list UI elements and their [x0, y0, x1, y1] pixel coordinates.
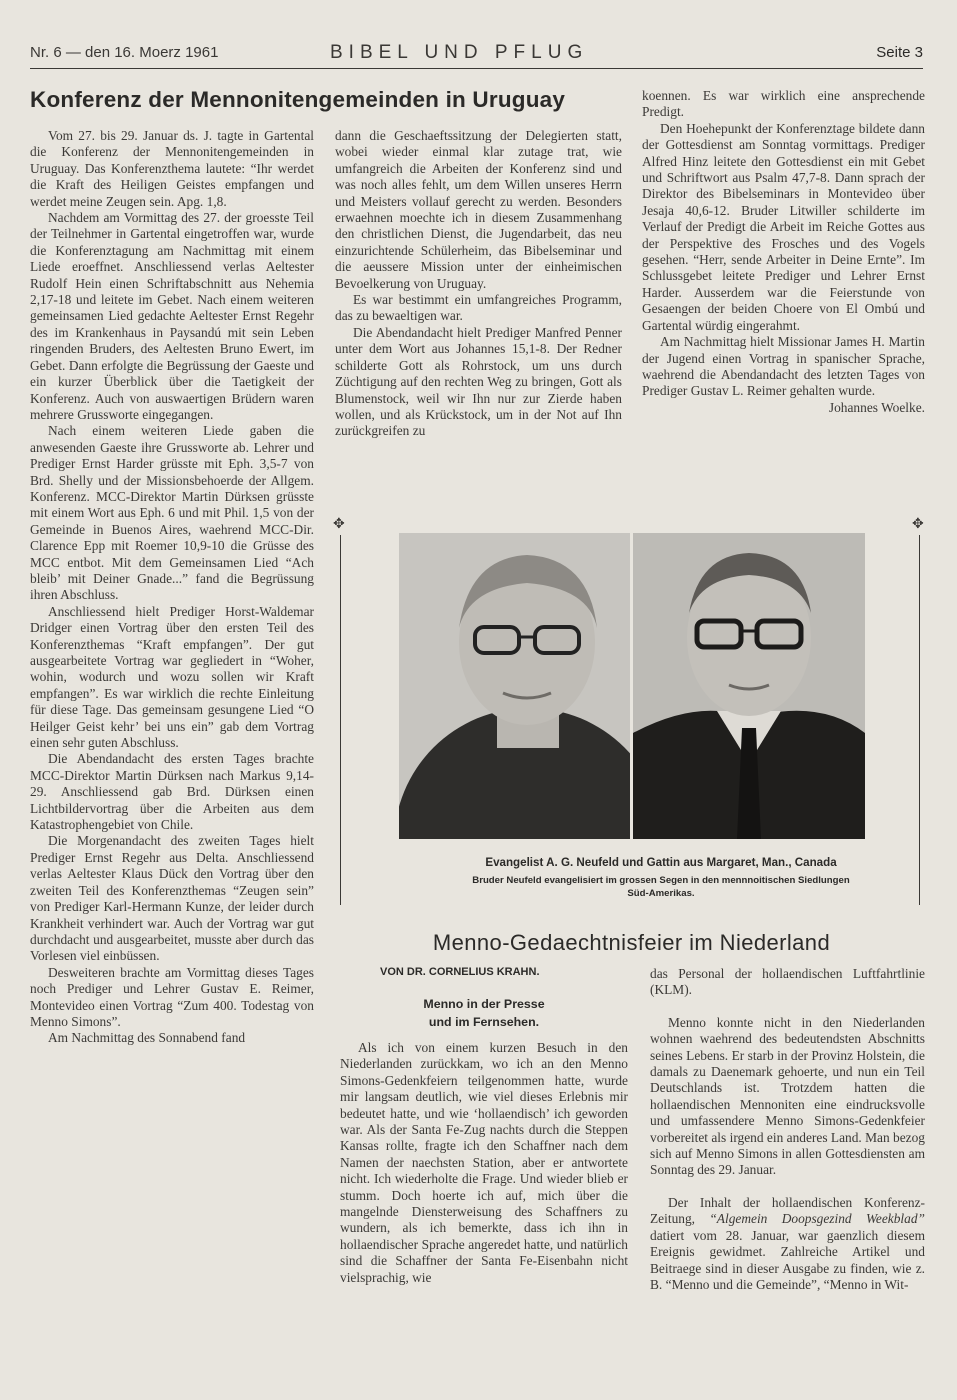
paragraph: Der Inhalt der hollaendischen Konferenz-Zeitung, “Algemein Doopsgezind Weekblad” datiert vom 28. Januar, war gaenzlich diesem Ereignis gewidmet. Zahlreiche Artikel und Beitraege sind in dieser Ausgabe zu finden, wie z. B. “Menno und die Gemeinde”, “Menno in Wit-	[650, 1194, 925, 1292]
paragraph: dann die Geschaeftssitzung der Delegierten statt, wobei wieder einmal klar zutage trat, wie umfangreich die Arbeiten der Konferenz sind und was noch alles fehlt, um dem Willen unseres Herrn und Meisters vollauf gerecht zu werden. Besonders erwaehnen moechte ich in diesem Zusammenhang den christlichen Dienst, die Jugendarbeit, das neu einzurichtende Schülerheim, das Bibelseminar und die aeussere Mission unter der einheimischen Bevoelkerung von Uruguay.	[335, 128, 622, 291]
photo-subcaption: Bruder Neufeld evangelisiert im grossen Segen in den mennnoitischen Siedlungen Süd-Amerikas.	[472, 875, 850, 899]
article-title: Konferenz der Mennonitengemeinden in Uruguay	[30, 87, 566, 112]
paragraph: koennen. Es war wirklich eine ansprechende Predigt.	[642, 88, 925, 120]
paragraph: Am Nachmittag des Sonnabend fand	[48, 1030, 246, 1046]
article2-column-right	[650, 966, 925, 1293]
box-rule-right	[919, 535, 920, 905]
article-column-1	[30, 128, 314, 1047]
box-rule-left	[340, 535, 341, 905]
fleuron-icon: ✥	[333, 517, 345, 532]
paragraph: Den Hoehepunkt der Konferenztage bildete dann der Gottesdienst am Sonntag vormittags. Prediger Alfred Hinz leitete den Gottesdienst ein mit Gebet und Schriftwort aus Psalm 47,7-8. Dann sprach der Direktor des Bibelseminars in Montevideo über Jesaja 40,6-12. Bruder Litwiller schilderte im Verlauf der Predigt die Arbeit im Reiche Gottes aus der Perspektive des Frosches und des Vogels gesehen. “Herr, sende Arbeiter in Deine Ernte”. Im Schlussgebet leitete Prediger und Lehrer Ernst Harder. Ausserdem war die Feierstunde von Gesaengen der beiden Choere von El Ombú und Gartental würdig eingerahmt.	[642, 120, 925, 333]
subheading: Menno in der Presse und im Fernsehen.	[423, 997, 545, 1029]
byline: VON DR. CORNELIUS KRAHN.	[380, 966, 540, 978]
paragraph: Menno konnte nicht in den Niederlanden wohnen waehrend des bedeutendsten Abschnitts seines Lebens. Er starb in der Provinz Holstein, die damals zu Daenemark gehoerte, und nun ein Teil Deutschlands ist. Trotzdem hatten die hollaendischen Mennoniten eine eindrucksvolle und umfassendere Menno Simons-Gedenkfeier vorbereitet als irgend ein anderes Land. Man bezog sich auf Menno Simons in allen Gottesdiensten am Sonntag des 29. Januar.	[650, 1014, 925, 1178]
article-column-2	[335, 128, 622, 440]
paragraph: Vom 27. bis 29. Januar ds. J. tagte in Gartental die Konferenz der Mennonitengemeinden in Uruguay. Das Konferenzthema lautete: “Ihr werdet die Kraft des Heiligen Geistes empfangen und werdet meine Zeugen sein. Apg. 1,8.	[30, 128, 314, 209]
page-number: Seite 3	[876, 44, 923, 61]
portrait-photo	[399, 533, 865, 839]
photo-divider	[630, 533, 633, 839]
article2-column-left	[340, 1040, 628, 1286]
paragraph: Es war bestimmt ein umfangreiches Programm, das zu bewaeltigen war.	[335, 292, 622, 324]
paragraph: Nachdem am Vormittag des 27. der groesste Teil der Teilnehmer in Gartental eingetroffen war, wurde die Konferenztagung am Nachmittag mit einem Liede eroeffnet. Anschliessend verlas Aeltester Rudolf Hein einen Schriftabschnitt aus Nehemia 2,17-18 und leitete im Gebet. Nach einem weiteren gemeinsamen Lied gedachte Aeltester Ernst Regehr des im Krankenhaus in Paysandú mit sein Leben ringenden Bruders, des Aeltesten Bruno Ewert, im Gebet. Dann erfolgte die Begrüssung der Gaeste und ein kurzer Überblick über die Taetigkeit der Konferenz. Auch von auswaertigen Brüdern waren mehrere Grussworte eingegangen.	[30, 210, 314, 422]
paragraph: das Personal der hollaendischen Luftfahrtlinie (KLM).	[650, 966, 925, 998]
paragraph: Am Nachmittag hielt Missionar James H. Martin der Jugend einen Vortrag in spanischer Sprache, waehrend die Abendandacht des letzten Tages von Prediger Gustav L. Reimer gehalten wurde.	[642, 334, 925, 399]
issue-date: Nr. 6 — den 16. Moerz 1961	[30, 44, 219, 61]
author-signature: Johannes Woelke.	[828, 399, 925, 415]
paragraph: Anschliessend hielt Prediger Horst-Waldemar Dridger einen Vortrag über den ersten Teil des Konferenzthemas “Kraft empfangen”. Der gut ausgearbeitete Vortrag war gegliedert in “Woher, wohin, wodurch und wozu sollen wir Kraft empfangen”. Es war wirklich die rechte Einleitung für diese Tage. Das gemeinsam gesungene Lied “O Heilger Geist kehr’ bei uns ein” gab dem Vortrag einen sehr guten Abschluss.	[30, 603, 314, 751]
paragraph: Desweiteren brachte am Vormittag dieses Tages noch Prediger und Lehrer Gustav E. Reimer, Montevideo einen Vortrag “Zum 400. Todestag von Menno Simons”.	[30, 964, 314, 1029]
paragraph: Als ich von einem kurzen Besuch in den Niederlanden zurückkam, wo ich an den Menno Simons-Gedenkfeiern teilgenommen hatte, wurde mir langsam deutlich, wie viel dieses Erlebnis mir bedeutet hatte, und wie ‘hollaendisch’ ich geworden war. Als der Santa Fe-Zug nachts durch die Steppen Kansas rollte, fragte ich den Schaffner nach dem Namen der naechsten Station, aber er antwortete nicht. Ich wiederholte die Frage. Und wieder blieb er stumm. Doch hoerte ich auf, mich über die mangelnde Diensterweisung des Schaffners zu wundern, als ich bemerkte, dass ich ihn in hollaendischer Sprache angeredet hatte, und natürlich sind die Schaffner der Santa Fe-Eisenbahn nicht vielsprachig, wie	[340, 1040, 628, 1285]
page-header	[30, 40, 923, 69]
paragraph: Die Morgenandacht des zweiten Tages hielt Prediger Ernst Regehr aus Delta. Anschliessend verlas Aeltester Klaus Dück den Vortrag über den zweiten Teil des Konferenzthemas “Zeugen sein” von Prediger Karl-Hermann Kunze, der leider durch Krankheit verhindert war. Auch der Vortrag war gut durchdacht und ausgearbeitet, musste aber durch das Vorlesen viel einbüssen.	[30, 833, 314, 964]
article-title: Menno-Gedaechtnisfeier im Niederland	[432, 930, 831, 955]
article-column-3	[642, 88, 925, 416]
paragraph: Die Abendandacht hielt Prediger Manfred Penner unter dem Wort aus Johannes 15,1-8. Der Redner schilderte Gott als Rohrstock, um uns durch Züchtigung auf den rechten Weg zu bringen, Gott als Blumenstock, weil wir Ihn nur zur Zierde haben wollen, und als Krückstock, um in der Not auf Ihn zurückgreifen zu	[335, 324, 622, 439]
photo-caption: Evangelist A. G. Neufeld und Gattin aus Margaret, Man., Canada	[485, 856, 837, 869]
paragraph: Die Abendandacht des ersten Tages brachte MCC-Direktor Martin Dürksen nach Markus 9,14-29. Anschliessend gab Brd. Dürksen einen Lichtbildervortrag über die Arbeiten aus dem Katastrophengebiet von Chile.	[30, 751, 314, 833]
paragraph: Nach einem weiteren Liede gaben die anwesenden Gaeste ihre Grussworte ab. Lehrer und Prediger Ernst Harder grüsste mit Eph. 3,5-7 von Brd. Shelly und der Missionsbehoerde der Allgem. Konferenz. MCC-Direktor Martin Dürksen grüsste mit einem Wort aus Eph. 6 und mit Phil. 1,5 von der Gemeinde in Buenos Aires, waehrend MCC-Dir. Clarence Epp mit Roemer 10,9-10 die Grüsse des MCC entbot. Mit dem Gemeinsamen Lied “Ach bleib’ mit Deiner Gnade...” fand die Begrüssung ihren Abschluss.	[30, 423, 314, 603]
masthead: BIBEL UND PFLUG	[330, 42, 589, 63]
fleuron-icon: ✥	[912, 517, 924, 532]
